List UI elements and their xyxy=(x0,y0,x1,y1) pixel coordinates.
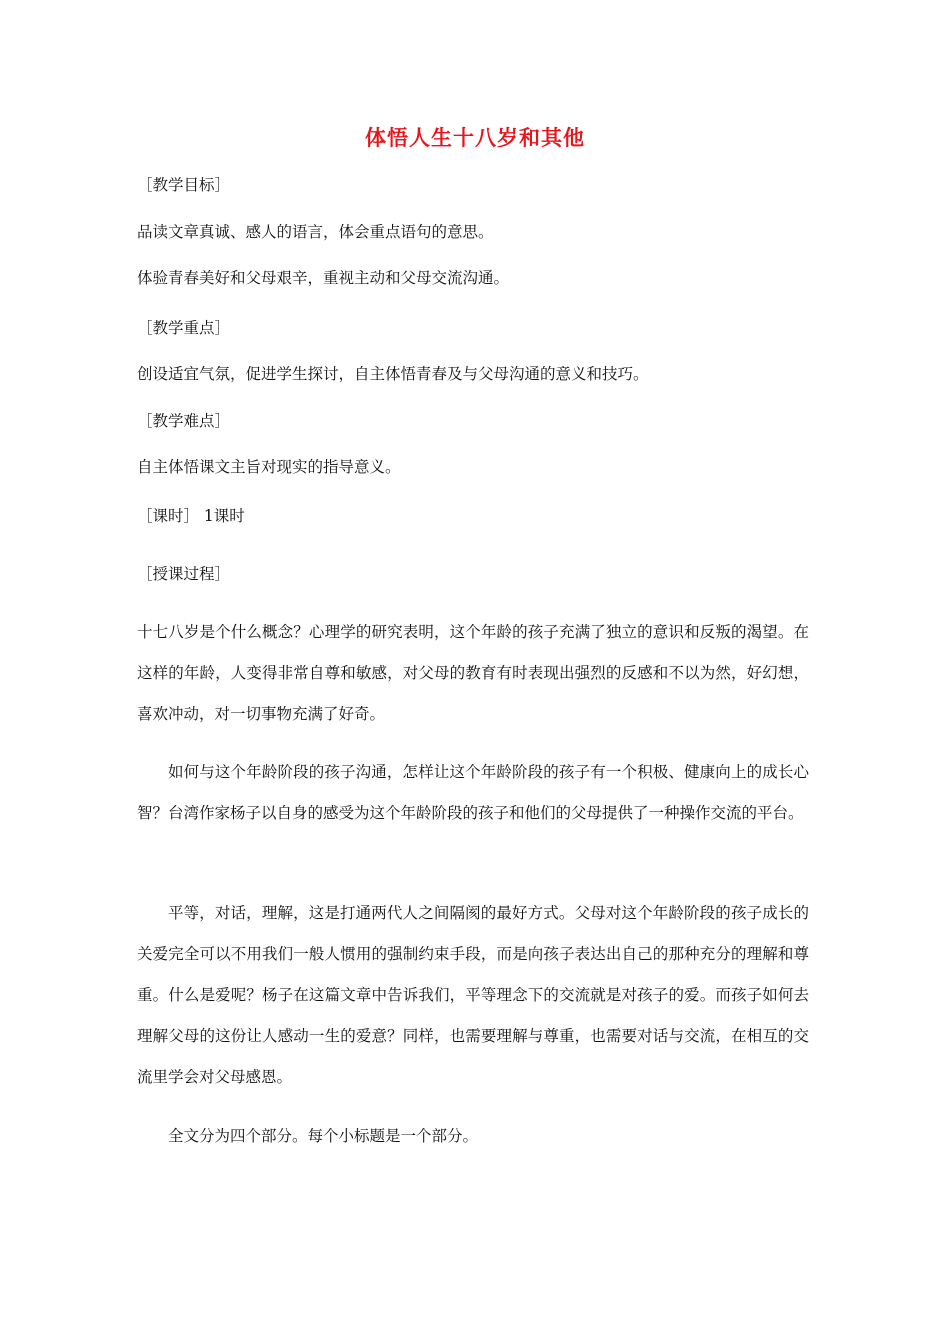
objective-item-2: 体验青春美好和父母艰辛，重视主动和父母交流沟通。 xyxy=(137,269,510,287)
body-paragraph-3: 平等，对话，理解，这是打通两代人之间隔阂的最好方式。父母对这个年龄阶段的孩子成长的关爱完全可以不用我们一般人惯用的强制约束手段，而是向孩子表达出自己的那种充分的理解和尊重。什么是爱呢？杨子在这篇文章中告诉我们，平等理念下的交流就是对孩子的爱。而孩子如何去理解父母的这份让人感动一生的爱意？同样，也需要理解与尊重，也需要对话与交流，在相互的交流里学会对父母感恩。 xyxy=(137,904,809,1086)
difficulties-text: 自主体悟课文主旨对现实的指导意义。 xyxy=(137,458,401,476)
process-heading: ［授课过程］ xyxy=(137,565,231,583)
body-paragraph-1: 十七八岁是个什么概念？心理学的研究表明，这个年龄的孩子充满了独立的意识和反叛的渴望。在这样的年龄，人变得非常自尊和敏感，对父母的教育有时表现出强烈的反感和不以为然，好幻想，喜欢冲动，对一切事物充满了好奇。 xyxy=(137,623,809,723)
class-hours: ［课时］ 1课时 xyxy=(137,507,245,525)
document-title: 体悟人生十八岁和其他 xyxy=(365,125,585,150)
difficulties-heading: ［教学难点］ xyxy=(137,412,231,430)
objectives-heading: ［教学目标］ xyxy=(137,176,231,194)
objective-item-1: 品读文章真诚、感人的语言，体会重点语句的意思。 xyxy=(137,223,494,241)
key-points-heading: ［教学重点］ xyxy=(137,319,231,337)
body-paragraph-2: 如何与这个年龄阶段的孩子沟通，怎样让这个年龄阶段的孩子有一个积极、健康向上的成长心智？台湾作家杨子以自身的感受为这个年龄阶段的孩子和他们的父母提供了一种操作交流的平台。 xyxy=(137,763,809,822)
key-points-text: 创设适宜气氛，促进学生探讨，自主体悟青春及与父母沟通的意义和技巧。 xyxy=(137,365,649,383)
body-paragraph-4: 全文分为四个部分。每个小标题是一个部分。 xyxy=(168,1127,479,1145)
